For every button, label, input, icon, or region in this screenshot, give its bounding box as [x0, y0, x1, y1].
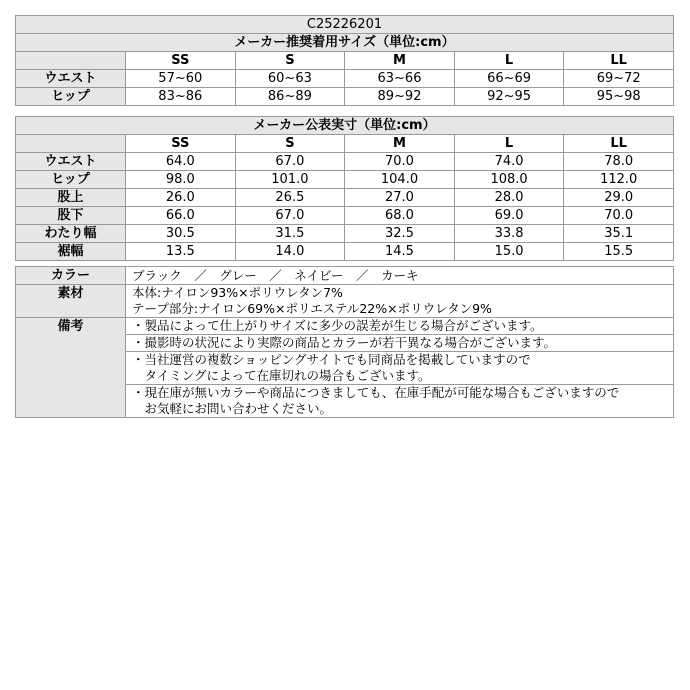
- table-row: [16, 153, 674, 171]
- cell-value: 98.0: [126, 171, 236, 189]
- table-row: [16, 189, 674, 207]
- row-label: 股上: [16, 189, 126, 207]
- color-value: ブラック ／ グレー ／ ネイビー ／ カーキ: [126, 267, 674, 285]
- cell-value: 26.0: [126, 189, 236, 207]
- cell-value: 112.0: [564, 171, 674, 189]
- note-line: ・撮影時の状況により実際の商品とカラーが若干異なる場合がございます。: [132, 335, 557, 350]
- corner-cell: [16, 52, 126, 70]
- table-row: [16, 225, 674, 243]
- cell-value: 68.0: [345, 207, 455, 225]
- material-value: [126, 285, 674, 318]
- size-header: L: [454, 52, 564, 70]
- cell-value: 92~95: [454, 88, 564, 106]
- note-line: お気軽にお問い合わせください。: [132, 401, 333, 416]
- actual-size-table: [15, 116, 674, 261]
- table-row: [16, 70, 674, 88]
- cell-value: 31.5: [235, 225, 345, 243]
- row-label: 裾幅: [16, 243, 126, 261]
- product-code: C25226201: [16, 16, 674, 34]
- note-item: [126, 335, 674, 352]
- material-label: 素材: [16, 285, 126, 318]
- cell-value: 66~69: [454, 70, 564, 88]
- cell-value: 15.5: [564, 243, 674, 261]
- cell-value: 67.0: [235, 207, 345, 225]
- cell-value: 30.5: [126, 225, 236, 243]
- cell-value: 89~92: [345, 88, 455, 106]
- cell-value: 15.0: [454, 243, 564, 261]
- cell-value: 63~66: [345, 70, 455, 88]
- cell-value: 104.0: [345, 171, 455, 189]
- cell-value: 14.0: [235, 243, 345, 261]
- cell-value: 74.0: [454, 153, 564, 171]
- cell-value: 13.5: [126, 243, 236, 261]
- cell-value: 26.5: [235, 189, 345, 207]
- row-label: 股下: [16, 207, 126, 225]
- cell-value: 86~89: [235, 88, 345, 106]
- cell-value: 64.0: [126, 153, 236, 171]
- note-item: [126, 318, 674, 335]
- row-label: ヒップ: [16, 171, 126, 189]
- cell-value: 32.5: [345, 225, 455, 243]
- material-line: 本体:ナイロン93%×ポリウレタン7%: [132, 285, 343, 300]
- size-header: LL: [564, 52, 674, 70]
- size-header: L: [454, 135, 564, 153]
- size-header: SS: [126, 52, 236, 70]
- cell-value: 28.0: [454, 189, 564, 207]
- note-line: タイミングによって在庫切れの場合もございます。: [132, 368, 431, 383]
- row-label: ウエスト: [16, 70, 126, 88]
- size-header: M: [345, 135, 455, 153]
- notes-label: 備考: [16, 318, 126, 418]
- color-row: [16, 267, 674, 285]
- row-label: ウエスト: [16, 153, 126, 171]
- material-row: [16, 285, 674, 318]
- cell-value: 108.0: [454, 171, 564, 189]
- cell-value: 33.8: [454, 225, 564, 243]
- cell-value: 35.1: [564, 225, 674, 243]
- cell-value: 14.5: [345, 243, 455, 261]
- corner-cell: [16, 135, 126, 153]
- material-line: テープ部分:ナイロン69%×ポリエステル22%×ポリウレタン9%: [132, 301, 492, 316]
- cell-value: 60~63: [235, 70, 345, 88]
- cell-value: 69~72: [564, 70, 674, 88]
- size-header: M: [345, 52, 455, 70]
- table-row: [16, 243, 674, 261]
- product-details-table: [15, 266, 674, 418]
- cell-value: 83~86: [126, 88, 236, 106]
- cell-value: 70.0: [564, 207, 674, 225]
- note-line: ・現在庫が無いカラーや商品につきましても、在庫手配が可能な場合もございますので: [132, 385, 620, 400]
- cell-value: 67.0: [235, 153, 345, 171]
- actual-title: メーカー公表実寸（単位:cm）: [16, 117, 674, 135]
- cell-value: 27.0: [345, 189, 455, 207]
- table-row: [16, 207, 674, 225]
- cell-value: 69.0: [454, 207, 564, 225]
- note-line: ・当社運営の複数ショッピングサイトでも同商品を掲載していますので: [132, 352, 531, 367]
- size-header: LL: [564, 135, 674, 153]
- color-label: カラー: [16, 267, 126, 285]
- recommended-title: メーカー推奨着用サイズ（単位:cm）: [16, 34, 674, 52]
- row-label: わたり幅: [16, 225, 126, 243]
- cell-value: 29.0: [564, 189, 674, 207]
- cell-value: 57~60: [126, 70, 236, 88]
- table-row: [16, 88, 674, 106]
- size-header: S: [235, 52, 345, 70]
- cell-value: 95~98: [564, 88, 674, 106]
- note-item: [126, 352, 674, 385]
- cell-value: 70.0: [345, 153, 455, 171]
- table-row: [16, 171, 674, 189]
- size-header: S: [235, 135, 345, 153]
- cell-value: 78.0: [564, 153, 674, 171]
- recommended-size-table: [15, 15, 674, 106]
- cell-value: 101.0: [235, 171, 345, 189]
- cell-value: 66.0: [126, 207, 236, 225]
- row-label: ヒップ: [16, 88, 126, 106]
- note-item: [126, 385, 674, 418]
- size-header: SS: [126, 135, 236, 153]
- note-row: [16, 318, 674, 335]
- note-line: ・製品によって仕上がりサイズに多少の誤差が生じる場合がございます。: [132, 318, 543, 333]
